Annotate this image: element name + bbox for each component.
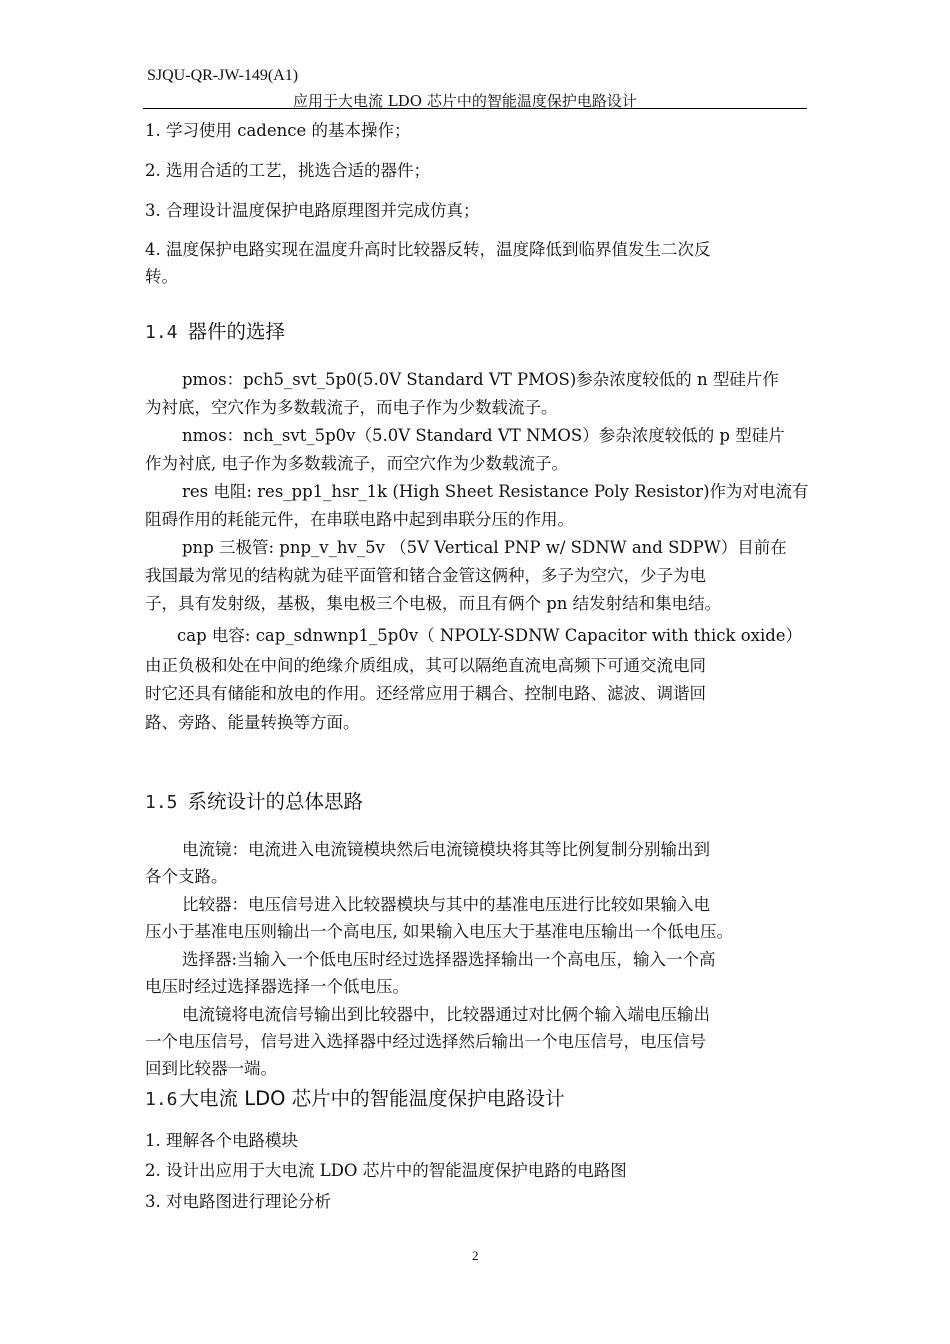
section-number: 1.4 <box>145 322 178 343</box>
paragraph-line: 电流镜：电流进入电流镜模块然后电流镜模块将其等比例复制分别输出到 <box>182 840 710 859</box>
paragraph-line: 我国最为常见的结构就为硅平面管和锗合金管这俩种，多子为空穴，少子为电 <box>145 566 706 585</box>
paragraph-line: 路、旁路、能量转换等方面。 <box>145 713 360 732</box>
paragraph-line: cap 电容: cap_sdnwnp1_5p0v（ NPOLY-SDNW Capacitor with thick oxide） <box>177 626 803 645</box>
paragraph-line: 电压时经过选择器选择一个低电压。 <box>145 977 409 996</box>
section-title: 大电流 LDO 芯片中的智能温度保护电路设计 <box>179 1087 565 1110</box>
header-rule <box>143 108 807 109</box>
paragraph-line: 各个支路。 <box>145 867 228 886</box>
paragraph-line: 压小于基准电压则输出一个高电压, 如果输入电压大于基准电压输出一个低电压。 <box>145 922 733 941</box>
paragraph-line: 为衬底，空穴作为多数载流子，而电子作为少数载流子。 <box>145 398 558 417</box>
paragraph-line: 由正负极和处在中间的绝缘介质组成，其可以隔绝直流电高频下可通交流电同 <box>145 656 706 675</box>
task-item-3: 3. 合理设计温度保护电路原理图并完成仿真； <box>145 201 480 220</box>
list-item: 1. 理解各个电路模块 <box>145 1131 298 1150</box>
paragraph-line: 阻碍作用的耗能元件，在串联电路中起到串联分压的作用。 <box>145 510 574 529</box>
paragraph-line: 子，具有发射级，基极，集电极三个电极，而且有俩个 pn 结发射结和集电结。 <box>145 594 722 613</box>
task-item-4: 4. 温度保护电路实现在温度升高时比较器反转，温度降低到临界值发生二次反 <box>145 240 711 259</box>
section-title: 系统设计的总体思路 <box>187 790 364 813</box>
paragraph-line: 选择器:当输入一个低电压时经过选择器选择输出一个高电压，输入一个高 <box>182 950 716 969</box>
paragraph-line: pnp 三极管: pnp_v_hv_5v （5V Vertical PNP w/ SDNW and SDPW）目前在 <box>182 538 787 557</box>
task-item-4-cont: 转。 <box>145 267 178 286</box>
paragraph-line: nmos：nch_svt_5p0v（5.0V Standard VT NMOS）参杂浓度较低的 p 型硅片 <box>182 426 785 445</box>
section-number: 1.6 <box>145 1089 178 1110</box>
document-code: SJQU-QR-JW-149(A1) <box>147 67 299 84</box>
paragraph-line: 比较器：电压信号进入比较器模块与其中的基准电压进行比较如果输入电 <box>182 895 710 914</box>
list-item: 3. 对电路图进行理论分析 <box>145 1192 331 1211</box>
paragraph-line: 电流镜将电流信号输出到比较器中，比较器通过对比俩个输入端电压输出 <box>182 1005 710 1024</box>
task-item-1: 1. 学习使用 cadence 的基本操作； <box>145 121 411 140</box>
running-header-title: 应用于大电流 LDO 芯片中的智能温度保护电路设计 <box>293 92 637 110</box>
section-title: 器件的选择 <box>187 320 286 343</box>
paragraph-line: res 电阻: res_pp1_hsr_1k (High Sheet Resistance Poly Resistor)作为对电流有 <box>182 482 809 501</box>
paragraph-line: 时它还具有储能和放电的作用。还经常应用于耦合、控制电路、滤波、调谐回 <box>145 684 706 703</box>
paragraph-line: 回到比较器一端。 <box>145 1059 277 1078</box>
paragraph-line: pmos：pch5_svt_5p0(5.0V Standard VT PMOS)参杂浓度较低的 n 型硅片作 <box>182 370 779 389</box>
paragraph-line: 一个电压信号，信号进入选择器中经过选择然后输出一个电压信号，电压信号 <box>145 1032 706 1051</box>
section-heading-1-6 <box>145 1083 565 1111</box>
section-heading-1-5 <box>145 786 363 814</box>
task-item-2: 2. 选用合适的工艺，挑选合适的器件； <box>145 161 430 180</box>
list-item: 2. 设计出应用于大电流 LDO 芯片中的智能温度保护电路的电路图 <box>145 1161 627 1180</box>
section-number: 1.5 <box>145 792 178 813</box>
page-number: 2 <box>472 1248 479 1263</box>
section-heading-1-4 <box>145 316 285 344</box>
paragraph-line: 作为衬底, 电子作为多数载流子，而空穴作为少数载流子。 <box>145 454 568 473</box>
